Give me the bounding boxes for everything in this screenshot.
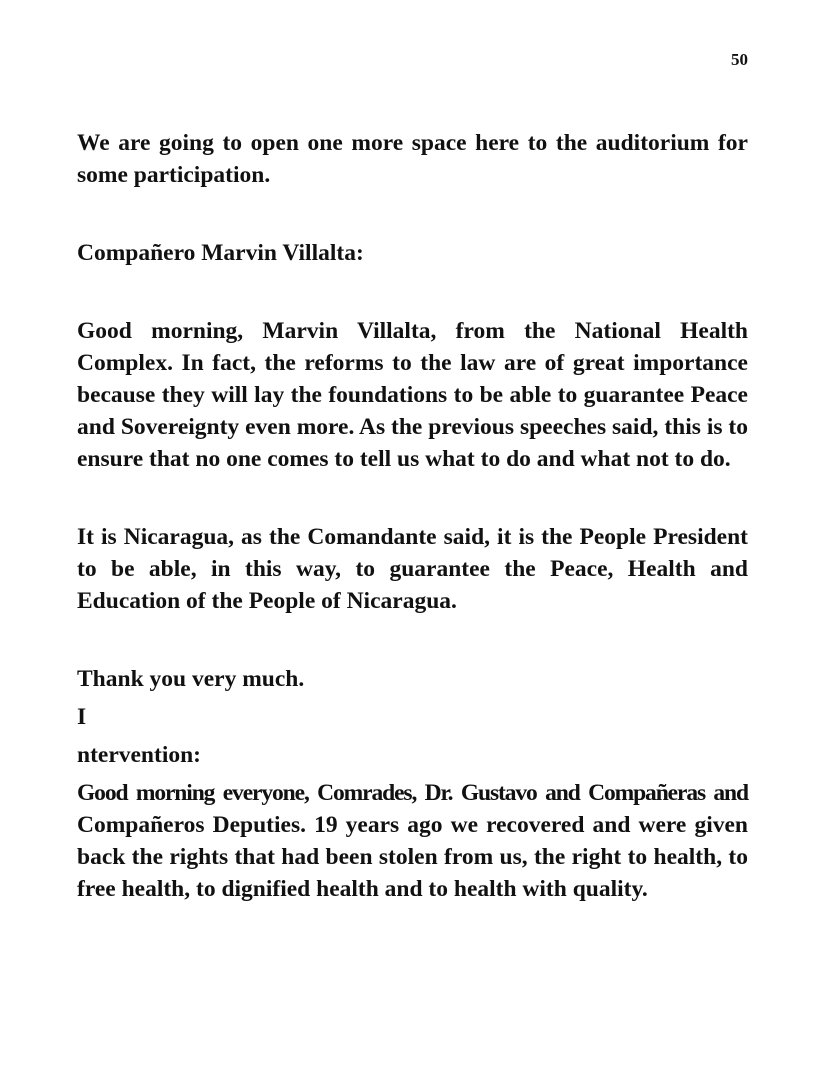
paragraph-auditorium-intro: We are going to open one more space here to the auditorium for some participation. xyxy=(77,130,748,188)
page-number: 50 xyxy=(731,50,748,69)
intervention-speech-first-line: Good morning everyone, Comrades, Dr. Gustavo and Compañeras and xyxy=(77,780,748,806)
paragraph-villalta-speech: Good morning, Marvin Villalta, from the National Health Complex. In fact, the reforms to the law are of great importance because they will lay the foundations to be able to guarantee Peace and Sovereignty even more. As the previous speeches said, this is to ensure that no one comes to tell us what to do and what not to do. xyxy=(77,318,748,472)
paragraph-intervention-speech xyxy=(77,777,748,905)
document-body xyxy=(77,127,748,905)
speaker-heading-marvin-villalta: Compañero Marvin Villalta: xyxy=(77,240,364,266)
intervention-speech-continuation: Compañeros Deputies. 19 years ago we recovered and were given back the rights that had been stolen from us, the right to health, to free health, to dignified health and to health with quality. xyxy=(77,812,748,902)
intervention-heading-initial: I xyxy=(77,704,87,730)
paragraph-thank-you: Thank you very much. xyxy=(77,666,305,692)
intervention-heading-rest: ntervention: xyxy=(77,742,202,768)
paragraph-nicaragua-peace: It is Nicaragua, as the Comandante said, it is the People President to be able, in this way, to guarantee the Peace, Health and Education of the People of Nicaragua. xyxy=(77,524,748,614)
